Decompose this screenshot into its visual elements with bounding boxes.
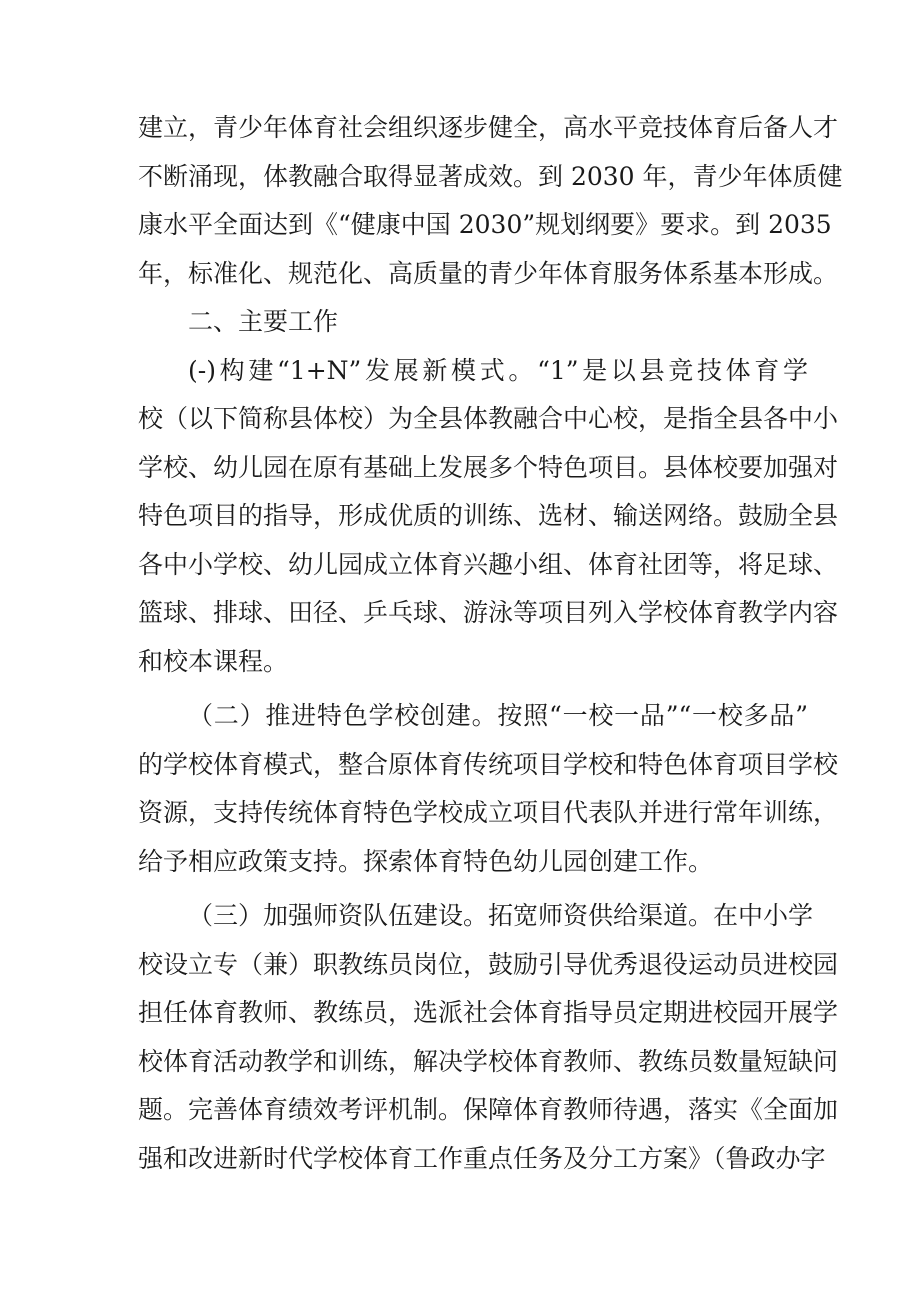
text-line: 的学校体育模式，整合原体育传统项目学校和特色体育项目学校 <box>138 749 839 779</box>
section-heading-main-work <box>138 298 808 347</box>
paragraph-item-1 <box>138 347 839 687</box>
text-line: 校体育活动教学和训练，解决学校体育教师、教练员数量短缺问 <box>138 1046 839 1076</box>
text-line: 资源，支持传统体育特色学校成立项目代表队并进行常年训练， <box>138 798 839 827</box>
text-line: 学校、幼儿园在原有基础上发展多个特色项目。县体校要加强对 <box>138 452 839 482</box>
paragraph-item-3 <box>138 892 839 1183</box>
text-line: 题。完善体育绩效考评机制。保障体育教师待遇，落实《全面加 <box>138 1095 839 1124</box>
text-line: （二）推进特色学校创建。按照“一校一品”“一校多品” <box>188 701 808 730</box>
text-line: 和校本课程。 <box>138 646 289 676</box>
text-line: 特色项目的指导，形成优质的训练、选材、输送网络。鼓励全县 <box>138 501 839 530</box>
text-line: 篮球、排球、田径、乒乓球、游泳等项目列入学校体育教学内容 <box>138 598 839 627</box>
text-line: 建立，青少年体育社会组织逐步健全，高水平竞技体育后备人才 <box>138 113 839 142</box>
document-body <box>138 104 843 1183</box>
text-line: 给予相应政策支持。探索体育特色幼儿园创建工作。 <box>138 846 714 876</box>
text-line: 不断涌现，体教融合取得显著成效。到 2030 年，青少年体质健 <box>138 161 843 191</box>
text-line: 校设立专（兼）职教练员岗位，鼓励引导优秀退役运动员进校园 <box>138 949 839 979</box>
text-line: 年，标准化、规范化、高质量的青少年体育服务体系基本形成。 <box>138 258 839 288</box>
text-line: （三）加强师资队伍建设。拓宽师资供给渠道。在中小学 <box>188 901 814 930</box>
paragraph-item-2 <box>138 692 839 886</box>
section-heading-text: 二、主要工作 <box>188 307 339 336</box>
text-line: 康水平全面达到《“健康中国 2030”规划纲要》要求。到 2035 <box>138 210 832 239</box>
text-line: (-)构建“1+N”发展新模式。“1”是以县竞技体育学 <box>188 355 808 385</box>
text-line: 各中小学校、幼儿园成立体育兴趣小组、体育社团等，将足球、 <box>138 549 839 579</box>
text-line: 担任体育教师、教练员，选派社会体育指导员定期进校园开展学 <box>138 998 839 1027</box>
paragraph-intro-continued <box>138 104 843 298</box>
text-line: 强和改进新时代学校体育工作重点任务及分工方案》（鲁政办字 <box>138 1143 826 1173</box>
text-line: 校（以下简称县体校）为全县体教融合中心校，是指全县各中小 <box>138 404 839 433</box>
